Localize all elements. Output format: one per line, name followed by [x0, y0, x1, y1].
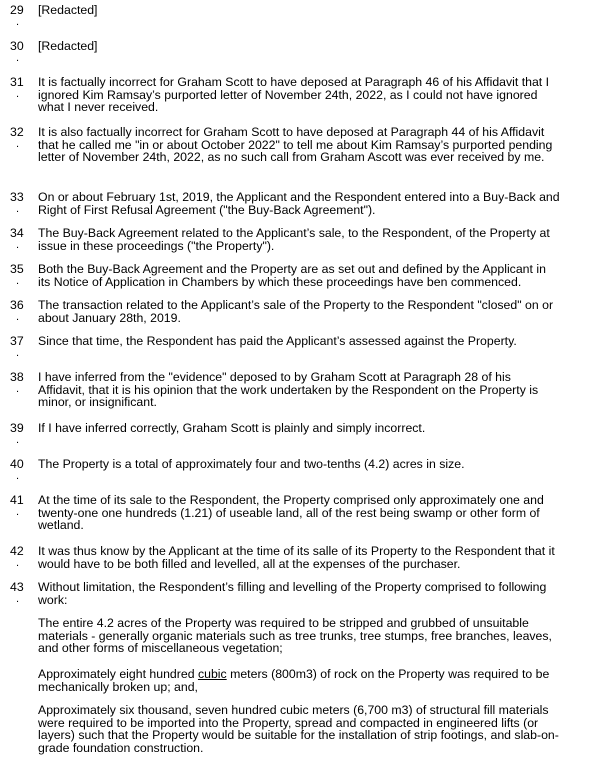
paragraph-text: Both the Buy-Back Agreement and the Property are as set out and defined by the Applicant in its Notice of Application in Chambers by which these proceedings have ben commenced. [38, 262, 546, 289]
underlined-word: cubic [197, 667, 227, 681]
paragraph-number: 36 [10, 298, 24, 312]
paragraph-text: Without limitation, the Respondent’s filling and levelling of the Property comprised to following work: [38, 580, 547, 607]
paragraph-number: 34 [10, 226, 24, 240]
paragraph-text: It is factually incorrect for Graham Scott to have deposed at Paragraph 46 of his Affidavit that I ignored Kim Ramsay’s purported letter of November 24th, 2022, as I could not have ignored what I never received. [38, 75, 550, 114]
sub-item-structural-fill: Approximately six thousand, seven hundred cubic meters (6,700 m3) of structural fill materials were required to be imported into the Property, spread and compacted in engineered lifts (or layers) such that the Property would be suitable for the installation of strip footings, and slab-on-grade foundation construction. [38, 703, 559, 755]
paragraph-text: It is also factually incorrect for Graham Scott to have deposed at Paragraph 44 of his Affidavit that he called me "in or about October 2022" to tell me about Kim Ramsay’s purported pending letter of November 24th, 2022, as no such call from Graham Ascott was ever received by me. [38, 125, 553, 164]
paragraph-text: The transaction related to the Applicant’s sale of the Property to the Respondent "closed" on or about January 28th, 2019. [38, 298, 554, 325]
paragraph-text: The Property is a total of approximately four and two-tenths (4.2) acres in size. [38, 457, 465, 471]
paragraph-text: On or about February 1st, 2019, the Applicant and the Respondent entered into a Buy-Back and Right of First Refusal Agreement ("the Buy-Back Agreement"). [38, 190, 560, 217]
paragraph-text: At the time of its sale to the Respondent, the Property comprised only approximately one and twenty-one one hundreds (1.21) of useable land, all of the rest being swamp or other form of wetland. [38, 493, 544, 532]
paragraph-text: The Buy-Back Agreement related to the Applicant’s sale, to the Respondent, of the Property at issue in these proceedings ("the Property"). [38, 226, 550, 253]
paragraph-number-dot: . [16, 347, 20, 359]
paragraph-number-dot: . [16, 88, 20, 100]
paragraph-number: 31 [10, 75, 24, 89]
paragraph-number-dot: . [16, 434, 20, 446]
paragraph-text: It was thus know by the Applicant at the time of its salle of its Property to the Respondent that it would have to be both filled and levelled, all at the expenses of the purchaser. [38, 544, 555, 571]
paragraph-number-dot: . [16, 16, 20, 28]
paragraph-text: [Redacted] [38, 39, 98, 53]
paragraph-text: Since that time, the Respondent has paid the Applicant’s assessed against the Property. [38, 334, 517, 348]
paragraph-number-dot: . [16, 203, 20, 215]
paragraph-text: [Redacted] [38, 3, 98, 17]
paragraph-text: If I have inferred correctly, Graham Scott is plainly and simply incorrect. [38, 421, 426, 435]
paragraph-number-dot: . [16, 383, 20, 395]
paragraph-number-dot: . [16, 52, 20, 64]
paragraph-number-dot: . [16, 138, 20, 150]
paragraph-number: 39 [10, 421, 24, 435]
paragraph-number: 38 [10, 370, 24, 384]
paragraph-number: 33 [10, 190, 24, 204]
paragraph-number-dot: . [16, 311, 20, 323]
sub-item-text-start: Approximately eight hundred [38, 667, 198, 681]
sub-item-stripping: The entire 4.2 acres of the Property was required to be stripped and grubbed of unsuitable materials - generally organic materials such as tree trunks, tree stumps, free branches, leaves, and other forms of miscellaneous vegetation; [38, 616, 552, 655]
paragraph-number: 29 [10, 3, 24, 17]
paragraph-number-dot: . [16, 275, 20, 287]
paragraph-text: I have inferred from the "evidence" deposed to by Graham Scott at Paragraph 28 of his Affidavit, that it is his opinion that the work undertaken by the Respondent on the Property is minor, or insignificant. [38, 370, 539, 409]
paragraph-number: 43 [10, 580, 24, 594]
paragraph-number-dot: . [16, 239, 20, 251]
paragraph-number: 32 [10, 125, 24, 139]
sub-item-text-end: meters (800m3) of rock on the Property was required to be mechanically broken up; and, [38, 667, 550, 694]
paragraph-number: 41 [10, 493, 24, 507]
paragraph-number: 35 [10, 262, 24, 276]
paragraph-number-dot: . [16, 470, 20, 482]
paragraph-number: 37 [10, 334, 24, 348]
sub-item-rock-breaking [38, 668, 560, 693]
paragraph-number: 40 [10, 457, 24, 471]
paragraph-number: 42 [10, 544, 24, 558]
paragraph-number: 30 [10, 39, 24, 53]
paragraph-number-dot: . [16, 506, 20, 518]
paragraph-number-dot: . [16, 593, 20, 605]
paragraph-number-dot: . [16, 557, 20, 569]
